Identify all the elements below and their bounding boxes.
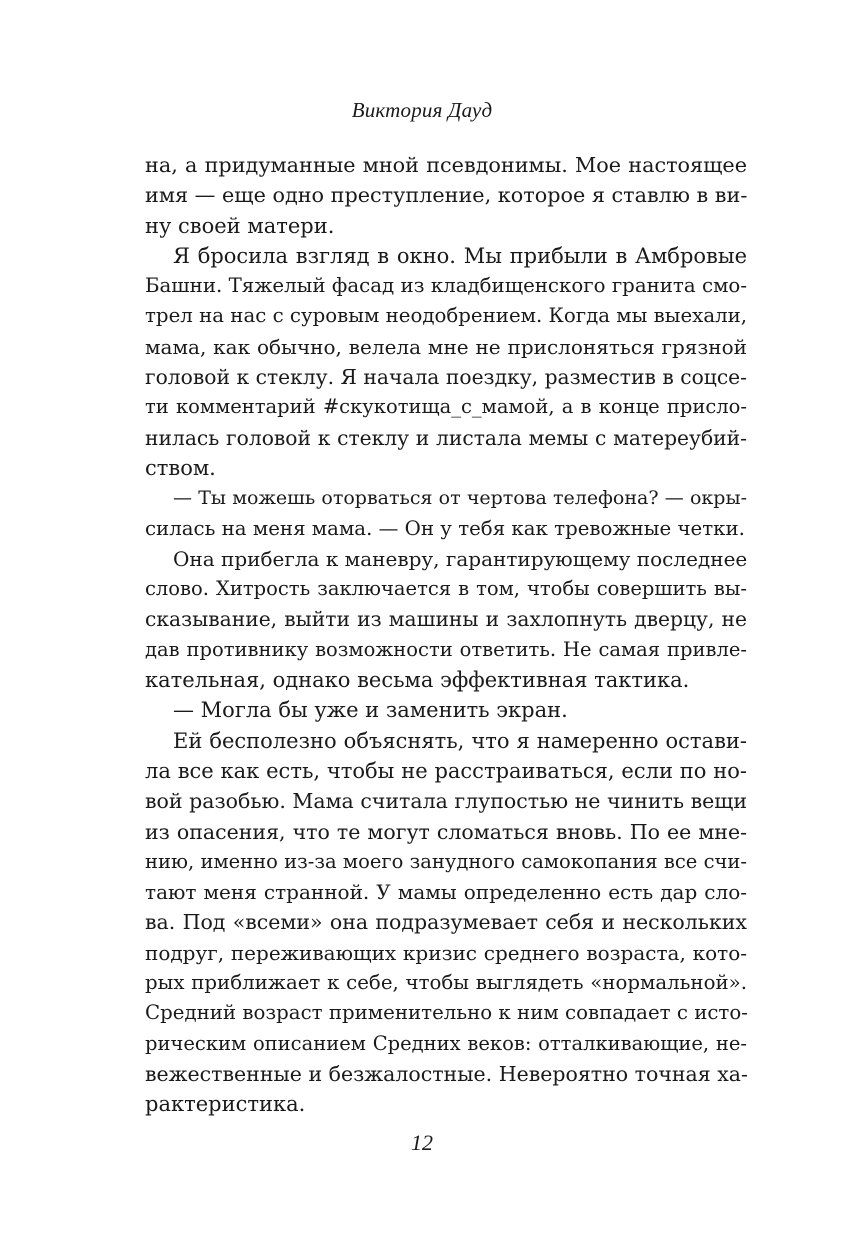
text-line: головой к стеклу. Я начала поездку, разместив в соцсе- [145, 365, 747, 390]
text-line: трел на нас с суровым неодобрением. Когда мы выехали, [145, 304, 748, 328]
text-line: — Могла бы уже и заменить экран. [173, 698, 568, 723]
text-line: подруг, переживающих кризис среднего возраста, кото- [145, 940, 747, 965]
text-line: имя — еще одно преступление, которое я ставлю в ви- [145, 183, 748, 208]
paragraph [145, 544, 747, 695]
text-line: ством. [145, 455, 216, 480]
text-line: ти комментарий #скукотища_с_мамой, а в конце присло- [145, 395, 747, 419]
text-line: ва. Под «всеми» она подразумевает себя и нескольких [145, 910, 747, 935]
text-line: силась на меня мама. — Он у тебя как тревожные четки. [145, 516, 745, 540]
text-line: ла все как есть, чтобы не расстраиваться, если по но- [145, 758, 747, 783]
paragraph [145, 241, 747, 483]
text-line: вежественные и безжалостные. Невероятно точная ха- [145, 1061, 748, 1086]
page-number: 12 [411, 1130, 433, 1155]
paragraph [145, 483, 747, 544]
text-line: сказывание, выйти из машины и захлопнуть дверцу, не [145, 607, 747, 632]
text-line: Башни. Тяжелый фасад из кладбищенского гранита смо- [145, 274, 747, 298]
text-line: на, а придуманные мной псевдонимы. Мое настоящее [145, 153, 747, 177]
text-line: кательная, однако весьма эффективная тактика. [145, 668, 690, 693]
text-line: рическим описанием Средних веков: отталкивающие, не- [145, 1031, 747, 1055]
text-line: из опасения, что те могут сломаться вновь. По ее мне- [145, 819, 747, 844]
text-line: Средний возраст применительно к ним совпадает с исто- [145, 1001, 748, 1025]
text-line: Она прибегла к маневру, гарантирующему последнее [173, 546, 748, 571]
text-line: нию, именно из-за моего занудного самокопания все счи- [145, 849, 747, 873]
body-text [145, 150, 747, 1120]
running-head-author: Виктория Дауд [351, 98, 493, 122]
text-line: Я бросила взгляд в окно. Мы прибыли в Амбровые [173, 243, 747, 268]
paragraph [145, 726, 747, 1120]
text-line: дав противнику возможности ответить. Не самая привле- [145, 637, 747, 661]
text-line: мама, как обычно, велела мне не прислоняться грязной [145, 334, 747, 359]
text-line: нилась головой к стеклу и листала мемы с матереубий- [145, 425, 747, 450]
text-line: Ей бесполезно объяснять, что я намеренно остави- [173, 728, 747, 753]
text-line: — Ты можешь оторваться от чертова телефона? — окры- [173, 487, 747, 510]
paragraph [145, 150, 747, 241]
text-line: рых приближает к себе, чтобы выглядеть «нормальной». [145, 971, 747, 995]
text-line: тают меня странной. У мамы определенно есть дар сло- [145, 880, 747, 905]
paragraph [145, 695, 747, 725]
text-line: рактеристика. [145, 1092, 306, 1117]
text-line: слово. Хитрость заключается в том, чтобы совершить вы- [145, 577, 747, 601]
text-line: вой разобью. Мама считала глупостью не чинить вещи [145, 789, 747, 814]
text-line: ну своей матери. [145, 213, 335, 238]
